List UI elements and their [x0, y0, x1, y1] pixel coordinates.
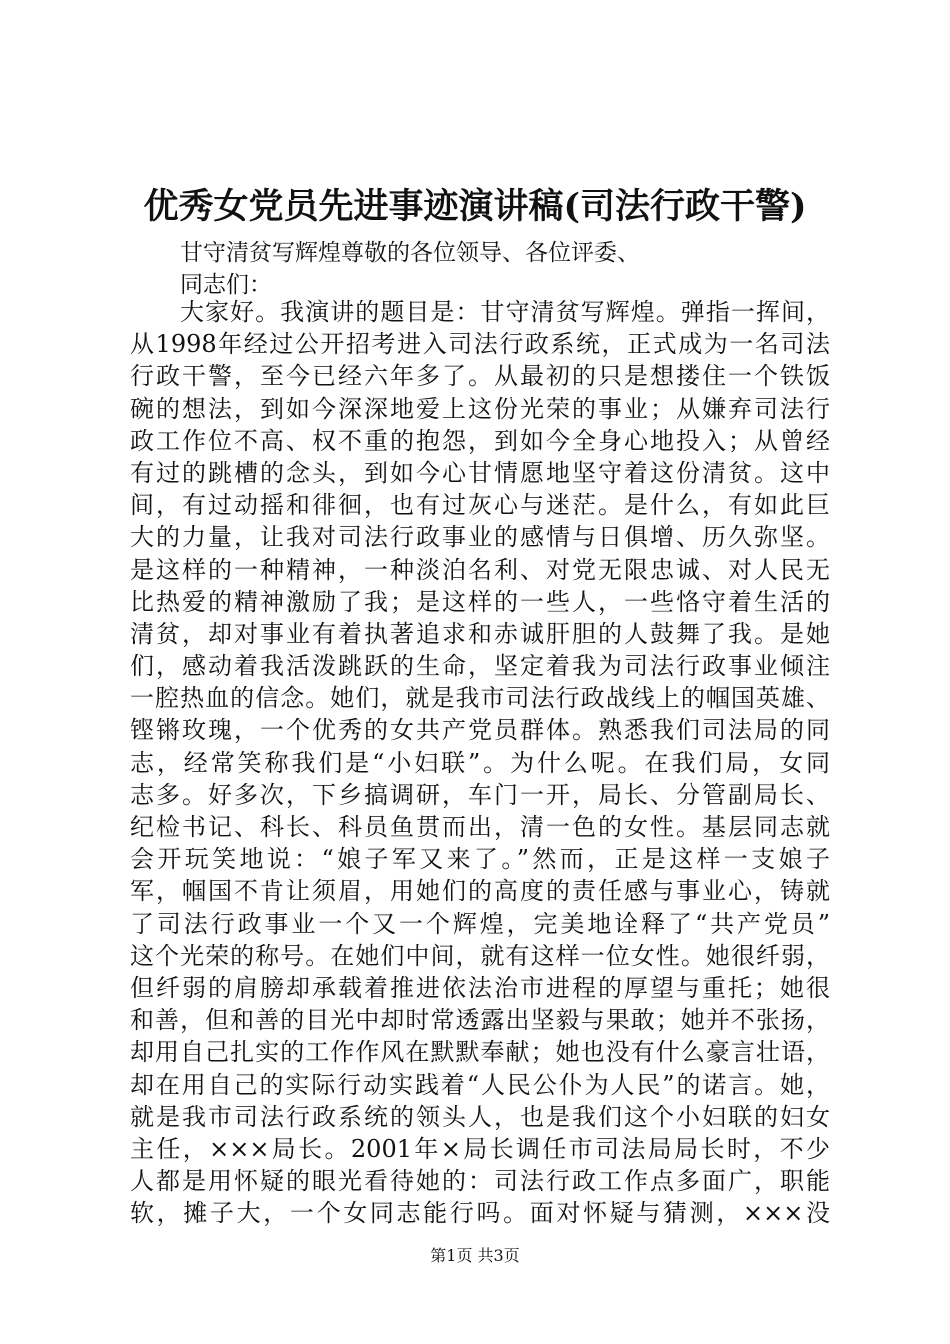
body-line: 铿锵玫瑰，一个优秀的女共产党员群体。熟悉我们司法局的同	[130, 716, 830, 745]
page-footer: 第1页 共3页	[430, 1246, 520, 1265]
body-line: 比热爱的精神激励了我；是这样的一些人，一些恪守着生活的	[130, 587, 830, 616]
body-line: 行政干警，至今已经六年多了。从最初的只是想搂住一个铁饭	[130, 362, 830, 391]
body-line: 碗的想法，到如今深深地爱上这份光荣的事业；从嫌弃司法行	[130, 394, 830, 423]
body-line: 和善，但和善的目光中却时常透露出坚毅与果敢；她并不张扬，	[130, 1006, 830, 1035]
body-line: 大的力量，让我对司法行政事业的感情与日俱增、历久弥坚。	[130, 523, 830, 552]
body-line: 志多。好多次，下乡搞调研，车门一开，局长、分管副局长、	[130, 780, 830, 809]
body-line: 一腔热血的信念。她们，就是我市司法行政战线上的帼国英雄、	[130, 684, 830, 713]
body-line: 了司法行政事业一个又一个辉煌，完美地诠释了“共产党员”	[130, 909, 830, 938]
intro-line-1: 甘守清贫写辉煌尊敬的各位领导、各位评委、	[180, 240, 640, 266]
body-line: 纪检书记、科长、科员鱼贯而出，清一色的女性。基层同志就	[130, 813, 830, 841]
body-line: 会开玩笑地说：“娘子军又来了。”然而，正是这样一支娘子	[130, 845, 830, 874]
body-line: 却用自己扎实的工作作风在默默奉献；她也没有什么豪言壮语，	[130, 1038, 830, 1067]
body-line: 主任，×××局长。2001年×局长调任市司法局局长时，不少	[130, 1134, 830, 1163]
body-line: 政工作位不高、权不重的抱怨，到如今全身心地投入；从曾经	[130, 426, 830, 455]
body-line: 软，摊子大，一个女同志能行吗。面对怀疑与猜测，×××没	[130, 1199, 830, 1228]
body-line: 大家好。我演讲的题目是：甘守清贫写辉煌。弹指一挥间，	[180, 298, 830, 326]
body-line: 就是我市司法行政系统的领头人，也是我们这个小妇联的妇女	[130, 1102, 830, 1131]
intro-line-2: 同志们：	[180, 272, 272, 298]
body-line: 有过的跳槽的念头，到如今心甘情愿地坚守着这份清贫。这中	[130, 458, 830, 487]
body-line: 从1998年经过公开招考进入司法行政系统，正式成为一名司法	[130, 330, 830, 359]
body-line: 却在用自己的实际行动实践着“人民公仆为人民”的诺言。她，	[130, 1070, 830, 1099]
document-body	[130, 296, 830, 1229]
body-line: 人都是用怀疑的眼光看待她的：司法行政工作点多面广，职能	[130, 1167, 830, 1196]
document-title: 优秀女党员先进事迹演讲稿(司法行政干警)	[143, 186, 807, 227]
body-line: 间，有过动摇和徘徊，也有过灰心与迷茫。是什么，有如此巨	[130, 491, 830, 520]
body-line: 们，感动着我活泼跳跃的生命，坚定着我为司法行政事业倾注	[130, 652, 830, 681]
body-line: 是这样的一种精神，一种淡泊名利、对党无限忠诚、对人民无	[130, 555, 830, 584]
body-line: 但纤弱的肩膀却承载着推进依法治市进程的厚望与重托；她很	[130, 973, 830, 1002]
body-line: 这个光荣的称号。在她们中间，就有这样一位女性。她很纤弱，	[130, 941, 830, 970]
body-line: 军，帼国不肯让须眉，用她们的高度的责任感与事业心，铸就	[130, 877, 830, 906]
body-line: 清贫，却对事业有着执著追求和赤诚肝胆的人鼓舞了我。是她	[130, 619, 830, 648]
body-line: 志，经常笑称我们是“小妇联”。为什么呢。在我们局，女同	[130, 748, 830, 777]
